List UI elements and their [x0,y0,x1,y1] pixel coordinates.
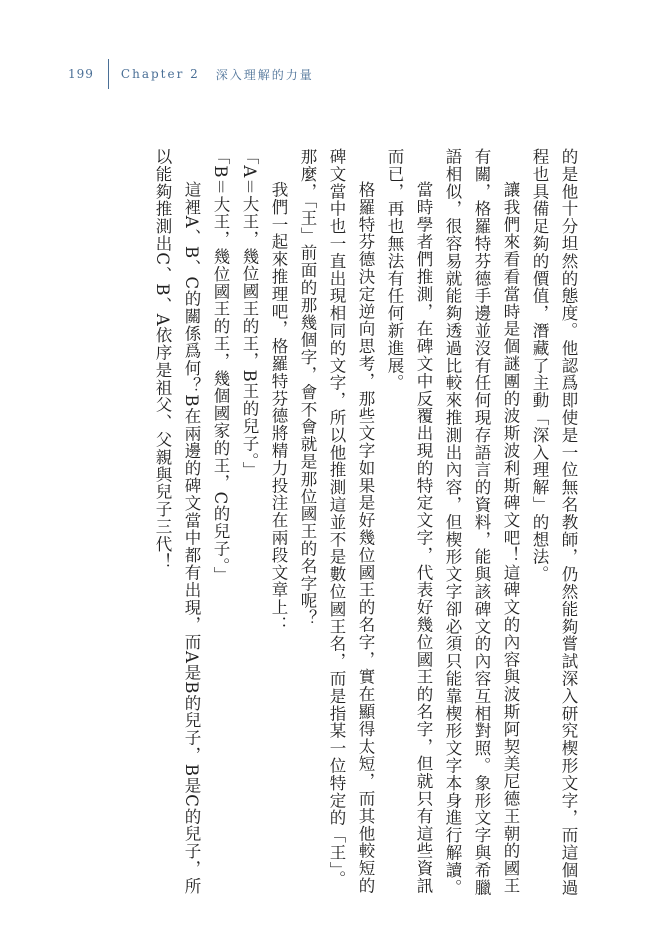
chapter-label: Chapter 2 [120,67,200,81]
paragraph-2: 讓我們來看看當時是個謎團的波斯波利斯碑文吧！這碑文的內容與波斯阿契美尼德王朝的國王有關，格羅特芬德手邊並沒有任何現存語言的資料，能與該碑文的內容互相對照。象形文字與希臘語相似，很容易就能夠透過比較來推測出內容，但楔形文字卻必須只能靠楔形文字本身進行解讀。 [443,148,520,897]
body-text [63,148,583,898]
paragraph-4: 格羅特芬德決定逆向思考，那些文字如果是好幾位國王的名字，實在顯得太短，而其他較短的碑文當中也一直出現相同的文字，所以他推測這並不是數位國王名，而是指某一位特定的「王」。那麼，「王」前面的那幾個字，會不會就是那位國王的名字呢？ [298,148,375,895]
paragraph-6: 這裡A、B、C的關係爲何？B在兩邊的碑文當中都有出現，而A是B的兒子，B是C的兒子，所以能夠推測出C、B、A依序是祖父、父親與兒子三代！ [153,148,201,895]
header-divider [108,59,109,89]
chapter-title: 深入理解的力量 [215,67,314,82]
paragraph-3: 當時學者們推測，在碑文中反覆出現的特定文字，代表好幾位國王的名字，但就只有這些資訊而已，再也無法有任何新進展。 [385,148,433,895]
running-head [68,59,314,89]
paragraph-5: 我們一起來推理吧，格羅特芬德將精力投注在兩段文章上： [269,181,288,634]
quote-2: 「B＝大王，幾位國王的王，幾個國家的王，C的兒子。」 [211,148,230,584]
paragraph-1: 的是他十分坦然的態度。他認爲即使是一位無名教師，仍然能夠嘗試深入研究楔形文字，而這個過程也具備足夠的價值，潛藏了主動「深入理解」的想法。 [530,148,578,897]
quote-1: 「A＝大王，幾位國王的王，B王的兒子。」 [240,148,259,479]
page-number: 199 [68,67,94,81]
